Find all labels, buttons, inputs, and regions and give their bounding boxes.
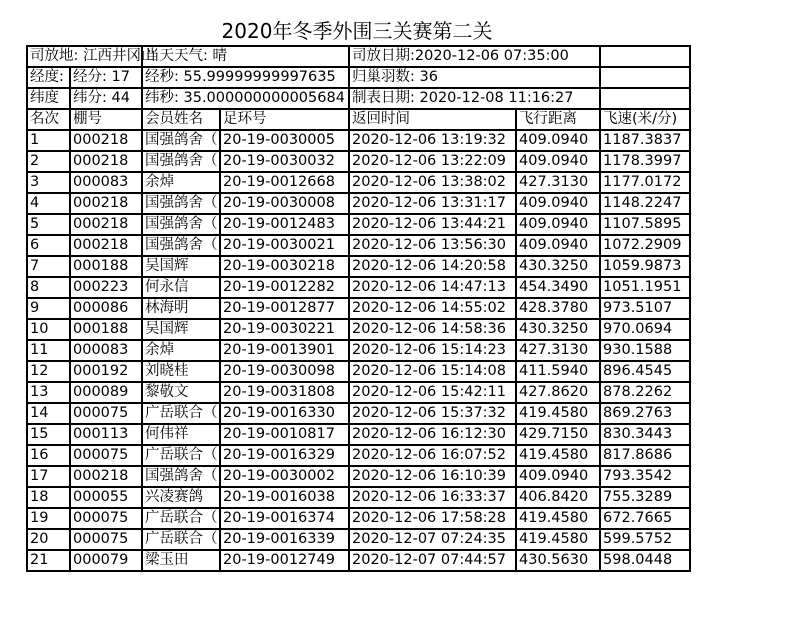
cell-loft: 000055 (70, 487, 142, 508)
column-header-rank: 名次 (27, 109, 70, 130)
cell-rank: 10 (27, 319, 70, 340)
cell-return-time: 2020-12-06 15:14:23 (349, 340, 516, 361)
table-row (27, 487, 690, 508)
cell-distance: 411.5940 (516, 361, 600, 382)
cell-return-time: 2020-12-06 13:44:21 (349, 214, 516, 235)
cell-distance: 430.3250 (516, 319, 600, 340)
cell-distance: 409.0940 (516, 466, 600, 487)
cell-rank: 5 (27, 214, 70, 235)
cell-member: 广岳联合（ (142, 403, 220, 424)
cell-rank: 9 (27, 298, 70, 319)
cell-loft: 000075 (70, 403, 142, 424)
table-row (27, 151, 690, 172)
table-row (27, 172, 690, 193)
cell-distance: 419.4580 (516, 403, 600, 424)
cell-rank: 21 (27, 550, 70, 571)
cell-return-time: 2020-12-06 17:58:28 (349, 508, 516, 529)
cell-speed: 599.5752 (600, 529, 690, 550)
cell-loft: 000192 (70, 361, 142, 382)
cell-member: 国强鸽舍（ (142, 151, 220, 172)
cell-member: 黎敬文 (142, 382, 220, 403)
cell-distance: 406.8420 (516, 487, 600, 508)
info-row-1 (27, 46, 690, 67)
cell-return-time: 2020-12-06 14:58:36 (349, 319, 516, 340)
latitude-minutes: 纬分: 44 (70, 88, 142, 109)
cell-ring: 20-19-0012668 (220, 172, 349, 193)
cell-speed: 817.8686 (600, 445, 690, 466)
empty-cell (600, 88, 690, 109)
column-header-return-time: 返回时间 (349, 109, 516, 130)
cell-member: 余焯 (142, 340, 220, 361)
cell-return-time: 2020-12-06 13:22:09 (349, 151, 516, 172)
release-place: 司放地: 江西井冈山 (27, 46, 142, 67)
cell-rank: 1 (27, 130, 70, 151)
cell-distance: 427.3130 (516, 340, 600, 361)
cell-member: 何永信 (142, 277, 220, 298)
cell-distance: 409.0940 (516, 130, 600, 151)
cell-loft: 000075 (70, 529, 142, 550)
cell-ring: 20-19-0031808 (220, 382, 349, 403)
longitude-label: 经度: (27, 67, 70, 88)
header-row (27, 109, 690, 130)
cell-member: 广岳联合（ (142, 529, 220, 550)
cell-member: 余焯 (142, 172, 220, 193)
cell-member: 国强鸽舍（ (142, 214, 220, 235)
cell-rank: 6 (27, 235, 70, 256)
cell-ring: 20-19-0030005 (220, 130, 349, 151)
cell-member: 广岳联合（ (142, 508, 220, 529)
cell-rank: 7 (27, 256, 70, 277)
cell-member: 刘晓桂 (142, 361, 220, 382)
column-header-speed: 飞速(米/分) (600, 109, 690, 130)
cell-speed: 896.4545 (600, 361, 690, 382)
cell-speed: 598.0448 (600, 550, 690, 571)
table-row (27, 319, 690, 340)
cell-return-time: 2020-12-06 14:55:02 (349, 298, 516, 319)
info-row-3 (27, 88, 690, 109)
cell-distance: 429.7150 (516, 424, 600, 445)
cell-distance: 427.3130 (516, 172, 600, 193)
table-row (27, 529, 690, 550)
cell-ring: 20-19-0030008 (220, 193, 349, 214)
cell-loft: 000083 (70, 172, 142, 193)
cell-return-time: 2020-12-06 13:19:32 (349, 130, 516, 151)
cell-member: 国强鸽舍（ (142, 130, 220, 151)
cell-loft: 000218 (70, 466, 142, 487)
cell-return-time: 2020-12-06 15:14:08 (349, 361, 516, 382)
cell-ring: 20-19-0012749 (220, 550, 349, 571)
table-row (27, 340, 690, 361)
cell-member: 国强鸽舍（ (142, 235, 220, 256)
cell-rank: 12 (27, 361, 70, 382)
cell-loft: 000188 (70, 256, 142, 277)
results-table (26, 45, 691, 572)
cell-distance: 428.3780 (516, 298, 600, 319)
cell-ring: 20-19-0012877 (220, 298, 349, 319)
cell-distance: 409.0940 (516, 193, 600, 214)
cell-ring: 20-19-0012483 (220, 214, 349, 235)
cell-ring: 20-19-0016374 (220, 508, 349, 529)
table-row (27, 508, 690, 529)
cell-speed: 970.0694 (600, 319, 690, 340)
cell-loft: 000223 (70, 277, 142, 298)
column-header-loft: 棚号 (70, 109, 142, 130)
cell-rank: 4 (27, 193, 70, 214)
cell-rank: 8 (27, 277, 70, 298)
cell-return-time: 2020-12-06 13:31:17 (349, 193, 516, 214)
cell-distance: 430.5630 (516, 550, 600, 571)
cell-rank: 20 (27, 529, 70, 550)
cell-loft: 000113 (70, 424, 142, 445)
table-date: 制表日期: 2020-12-08 11:16:27 (349, 88, 600, 109)
cell-ring: 20-19-0030221 (220, 319, 349, 340)
cell-member: 吴国辉 (142, 256, 220, 277)
cell-ring: 20-19-0030021 (220, 235, 349, 256)
table-row (27, 214, 690, 235)
cell-speed: 973.5107 (600, 298, 690, 319)
info-row-2 (27, 67, 690, 88)
table-row (27, 256, 690, 277)
cell-loft: 000188 (70, 319, 142, 340)
cell-ring: 20-19-0012282 (220, 277, 349, 298)
table-row (27, 550, 690, 571)
cell-member: 广岳联合（ (142, 445, 220, 466)
cell-ring: 20-19-0016339 (220, 529, 349, 550)
table-row (27, 130, 690, 151)
column-header-ring: 足环号 (220, 109, 349, 130)
sheet-title: 2020年冬季外围三关赛第二关 (221, 19, 493, 43)
cell-speed: 878.2262 (600, 382, 690, 403)
weather: 当天天气: 晴 (142, 46, 349, 67)
cell-return-time: 2020-12-06 13:38:02 (349, 172, 516, 193)
cell-loft: 000079 (70, 550, 142, 571)
cell-member: 国强鸽舍（ (142, 466, 220, 487)
cell-loft: 000086 (70, 298, 142, 319)
column-header-member: 会员姓名 (142, 109, 220, 130)
cell-speed: 1178.3997 (600, 151, 690, 172)
cell-member: 何伟祥 (142, 424, 220, 445)
cell-member: 兴凌赛鸽 (142, 487, 220, 508)
cell-return-time: 2020-12-07 07:24:35 (349, 529, 516, 550)
table-row (27, 403, 690, 424)
cell-distance: 419.4580 (516, 445, 600, 466)
cell-return-time: 2020-12-06 13:56:30 (349, 235, 516, 256)
cell-ring: 20-19-0030002 (220, 466, 349, 487)
cell-speed: 1177.0172 (600, 172, 690, 193)
cell-distance: 430.3250 (516, 256, 600, 277)
cell-ring: 20-19-0010817 (220, 424, 349, 445)
cell-rank: 11 (27, 340, 70, 361)
cell-rank: 3 (27, 172, 70, 193)
cell-rank: 2 (27, 151, 70, 172)
table-row (27, 466, 690, 487)
cell-loft: 000083 (70, 340, 142, 361)
cell-speed: 1187.3837 (600, 130, 690, 151)
table-row (27, 277, 690, 298)
cell-loft: 000075 (70, 445, 142, 466)
release-date: 司放日期:2020-12-06 07:35:00 (349, 46, 600, 67)
cell-speed: 1148.2247 (600, 193, 690, 214)
cell-member: 梁玉田 (142, 550, 220, 571)
cell-loft: 000089 (70, 382, 142, 403)
cell-ring: 20-19-0030032 (220, 151, 349, 172)
cell-member: 林海明 (142, 298, 220, 319)
cell-distance: 409.0940 (516, 235, 600, 256)
cell-rank: 15 (27, 424, 70, 445)
cell-ring: 20-19-0016329 (220, 445, 349, 466)
cell-speed: 1107.5895 (600, 214, 690, 235)
table-row (27, 298, 690, 319)
cell-return-time: 2020-12-06 14:20:58 (349, 256, 516, 277)
cell-distance: 419.4580 (516, 529, 600, 550)
cell-speed: 1051.1951 (600, 277, 690, 298)
cell-speed: 869.2763 (600, 403, 690, 424)
cell-loft: 000218 (70, 193, 142, 214)
cell-rank: 17 (27, 466, 70, 487)
cell-speed: 793.3542 (600, 466, 690, 487)
cell-loft: 000218 (70, 235, 142, 256)
cell-rank: 14 (27, 403, 70, 424)
cell-rank: 18 (27, 487, 70, 508)
cell-distance: 419.4580 (516, 508, 600, 529)
longitude-seconds: 经秒: 55.99999999997635 (142, 67, 349, 88)
column-header-distance: 飞行距离 (516, 109, 600, 130)
cell-rank: 19 (27, 508, 70, 529)
cell-speed: 1072.2909 (600, 235, 690, 256)
cell-member: 吴国辉 (142, 319, 220, 340)
cell-rank: 13 (27, 382, 70, 403)
latitude-label: 纬度 (27, 88, 70, 109)
cell-ring: 20-19-0030218 (220, 256, 349, 277)
cell-return-time: 2020-12-06 16:12:30 (349, 424, 516, 445)
cell-distance: 409.0940 (516, 151, 600, 172)
table-row (27, 424, 690, 445)
cell-rank: 16 (27, 445, 70, 466)
cell-distance: 427.8620 (516, 382, 600, 403)
table-row (27, 235, 690, 256)
cell-loft: 000218 (70, 130, 142, 151)
returned-count: 归巢羽数: 36 (349, 67, 600, 88)
longitude-minutes: 经分: 17 (70, 67, 142, 88)
cell-speed: 930.1588 (600, 340, 690, 361)
cell-ring: 20-19-0016038 (220, 487, 349, 508)
cell-return-time: 2020-12-06 15:42:11 (349, 382, 516, 403)
cell-return-time: 2020-12-06 16:33:37 (349, 487, 516, 508)
cell-speed: 830.3443 (600, 424, 690, 445)
cell-return-time: 2020-12-07 07:44:57 (349, 550, 516, 571)
empty-cell (600, 46, 690, 67)
empty-cell (600, 67, 690, 88)
cell-return-time: 2020-12-06 15:37:32 (349, 403, 516, 424)
cell-return-time: 2020-12-06 14:47:13 (349, 277, 516, 298)
cell-speed: 672.7665 (600, 508, 690, 529)
cell-distance: 454.3490 (516, 277, 600, 298)
cell-loft: 000075 (70, 508, 142, 529)
table-row (27, 382, 690, 403)
cell-distance: 409.0940 (516, 214, 600, 235)
cell-ring: 20-19-0016330 (220, 403, 349, 424)
cell-return-time: 2020-12-06 16:07:52 (349, 445, 516, 466)
latitude-seconds: 纬秒: 35.000000000005684 (142, 88, 349, 109)
table-row (27, 193, 690, 214)
cell-ring: 20-19-0013901 (220, 340, 349, 361)
table-row (27, 445, 690, 466)
cell-member: 国强鸽舍（ (142, 193, 220, 214)
cell-speed: 755.3289 (600, 487, 690, 508)
cell-loft: 000218 (70, 151, 142, 172)
cell-loft: 000218 (70, 214, 142, 235)
cell-ring: 20-19-0030098 (220, 361, 349, 382)
cell-return-time: 2020-12-06 16:10:39 (349, 466, 516, 487)
cell-speed: 1059.9873 (600, 256, 690, 277)
table-row (27, 361, 690, 382)
